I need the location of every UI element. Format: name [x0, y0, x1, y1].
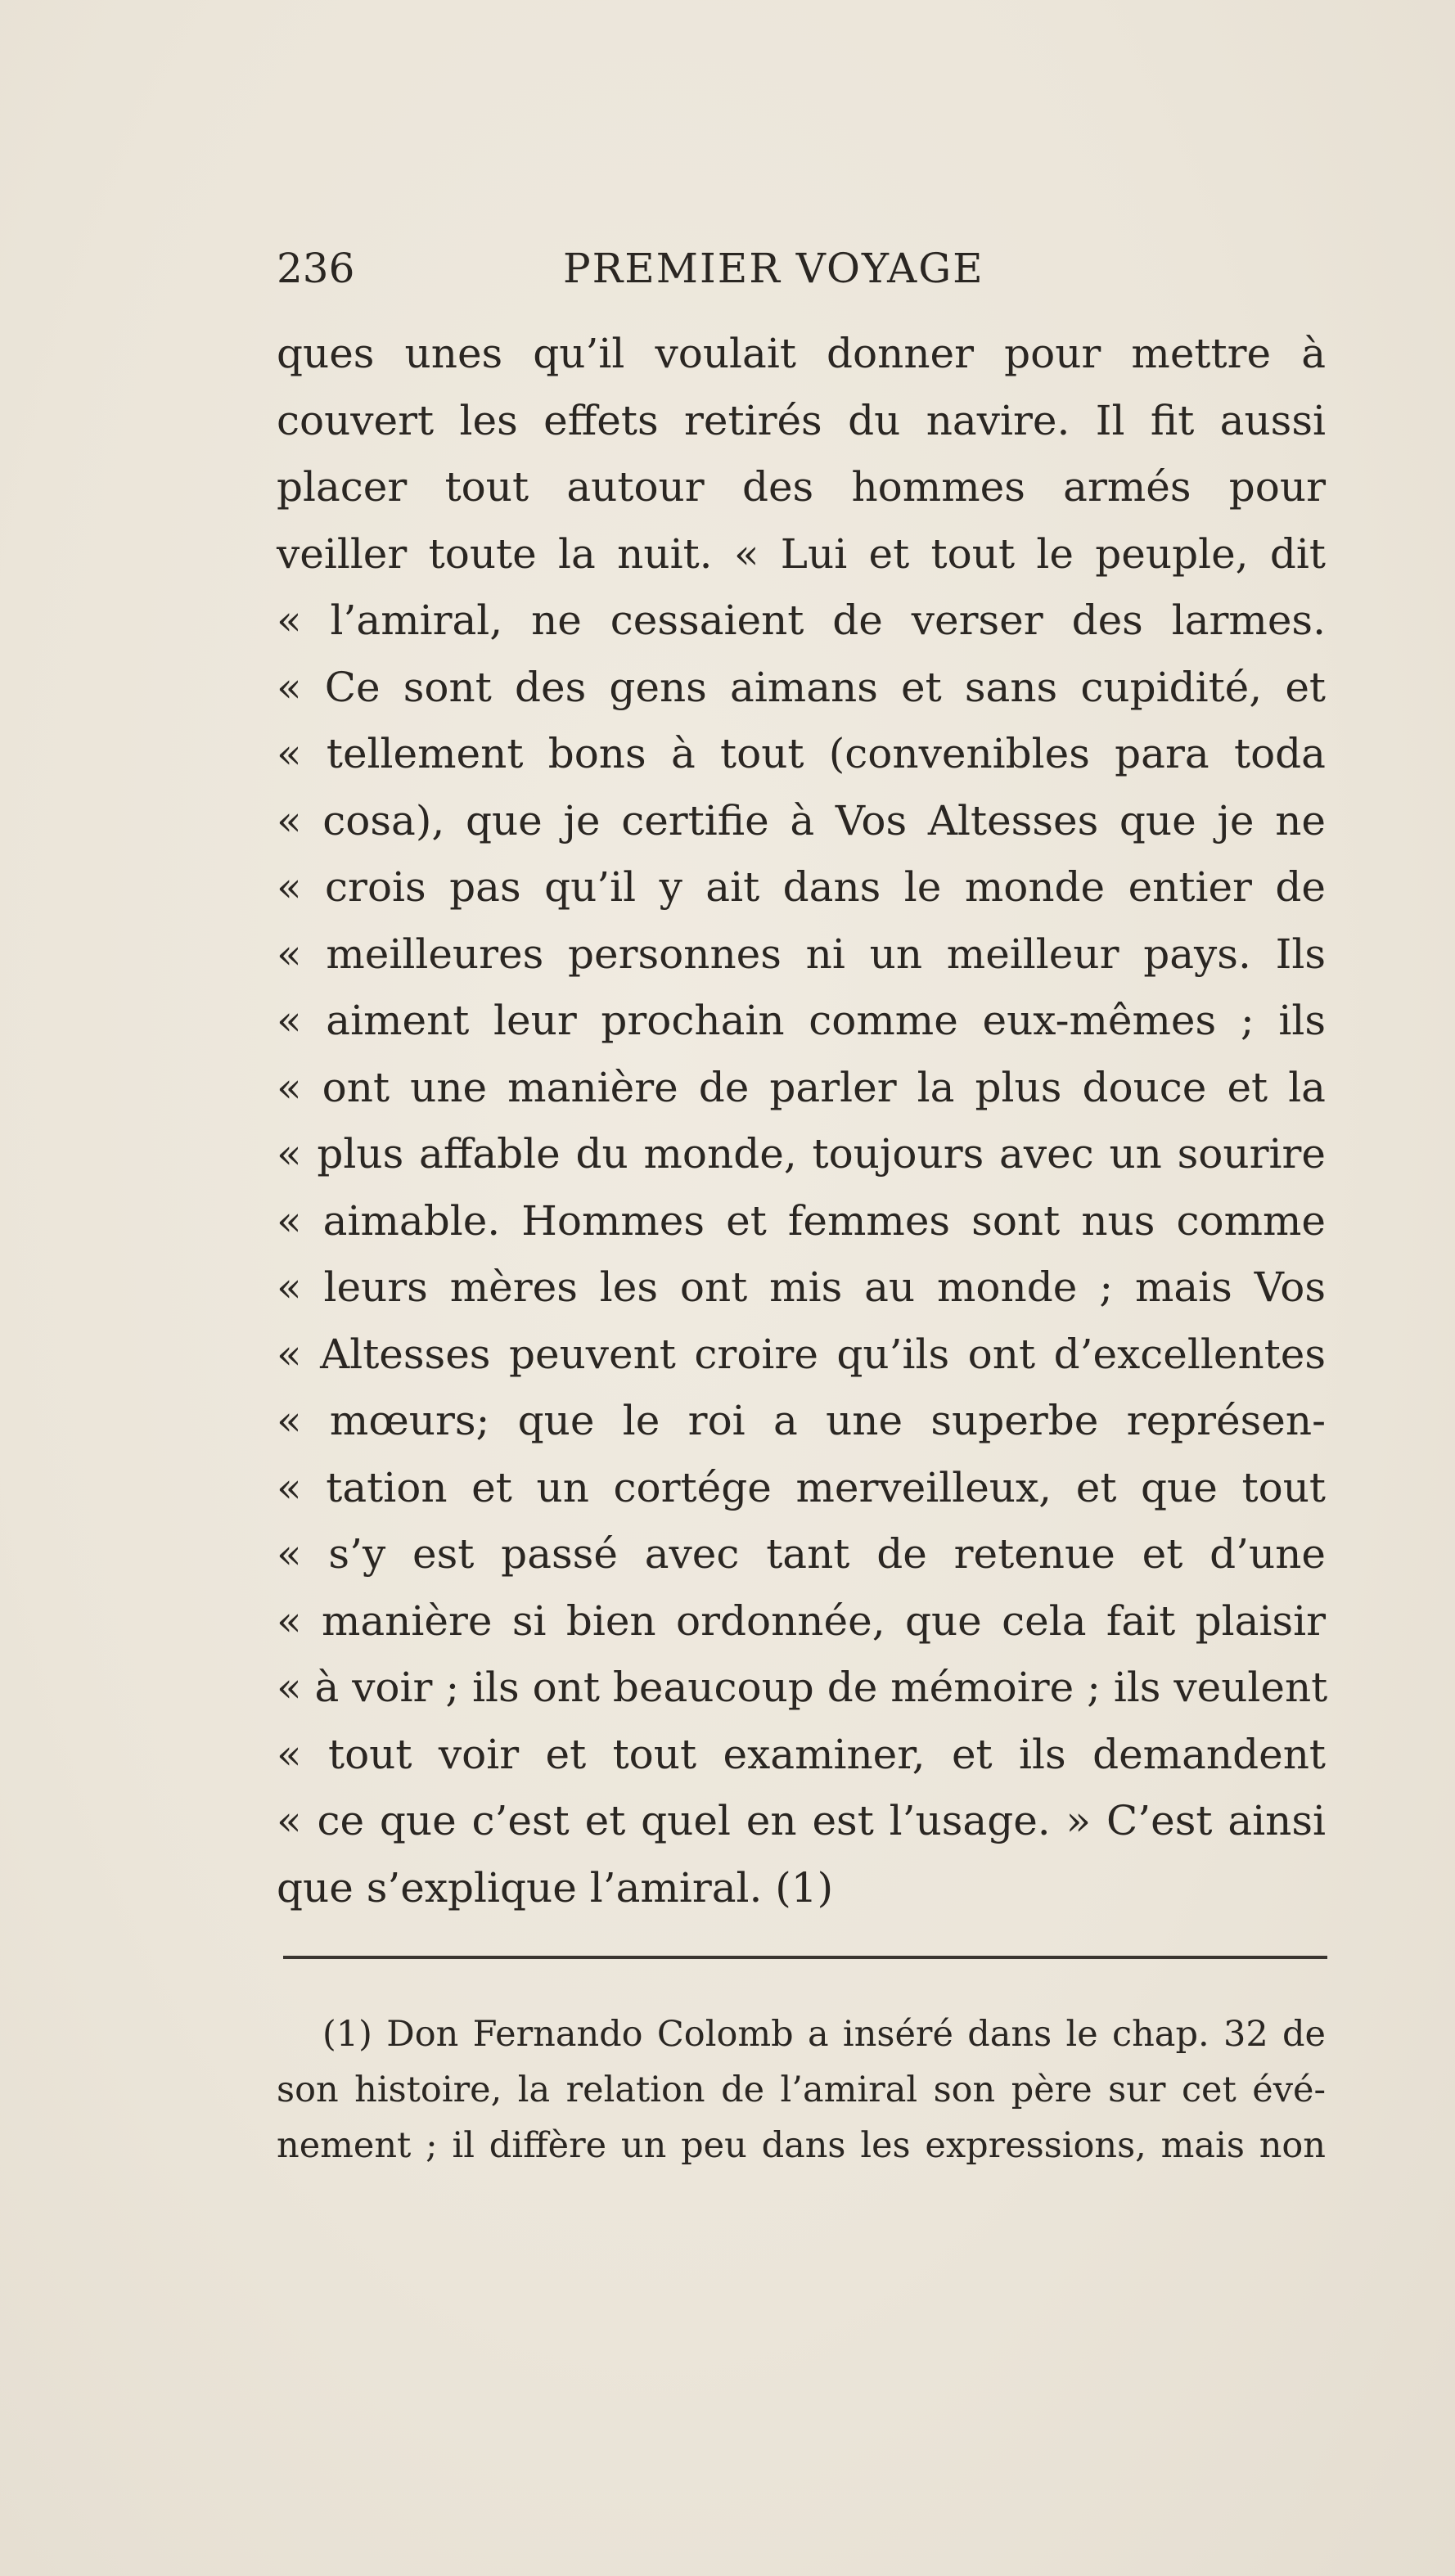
body-line: « tout voir et tout examiner, et ils demandent: [277, 1730, 1326, 1778]
body-line: « cosa), que je certifie à Vos Altesses que je ne: [277, 796, 1326, 844]
body-line: « l’amiral, ne cessaient de verser des larmes.: [277, 597, 1326, 644]
body-line: « manière si bien ordonnée, que cela fait plaisir: [277, 1596, 1326, 1645]
body-line: « Altesses peuvent croire qu’ils ont d’excellentes: [277, 1330, 1326, 1378]
body-line: couvert les effets retirés du navire. Il fit aussi: [277, 396, 1326, 444]
body-line: placer tout autour des hommes armés pour: [277, 463, 1326, 511]
body-line: « meilleures personnes ni un meilleur pays. Ils: [277, 930, 1326, 978]
body-line: « aimable. Hommes et femmes sont nus comme: [277, 1196, 1326, 1245]
body-line: « plus affable du monde, toujours avec un sourire: [277, 1130, 1326, 1178]
body-line: ques unes qu’il voulait donner pour mettre à: [277, 330, 1326, 377]
body-line: « s’y est passé avec tant de retenue et d’une: [277, 1530, 1326, 1578]
footnote: [277, 2006, 1326, 2173]
body-line: « mœurs; que le roi a une superbe représen-: [277, 1397, 1326, 1444]
body-line: « tation et un cortége merveilleux, et que tout: [277, 1463, 1326, 1511]
body-line: « ont une manière de parler la plus douce et la: [277, 1063, 1326, 1111]
body-line: « crois pas qu’il y ait dans le monde entier de: [277, 863, 1326, 911]
running-title: PREMIER VOYAGE: [563, 245, 984, 292]
body-line: que s’explique l’amiral. (1): [277, 1863, 834, 1912]
body-line: « à voir ; ils ont beaucoup de mémoire ; ils veulent: [277, 1664, 1328, 1711]
footnote-line: nement ; il diffère un peu dans les expressions, mais non: [277, 2125, 1326, 2166]
body-text: [277, 321, 1326, 1921]
body-line: « Ce sont des gens aimans et sans cupidité, et: [277, 663, 1326, 711]
body-line: veiller toute la nuit. « Lui et tout le peuple, dit: [277, 529, 1326, 578]
page-header: [277, 242, 1332, 295]
body-line: « aiment leur prochain comme eux-mêmes ; ils: [277, 997, 1326, 1044]
footnote-divider: [283, 1956, 1327, 1959]
footnote-line: son histoire, la relation de l’amiral son père sur cet évé-: [277, 2069, 1326, 2110]
body-line: « leurs mères les ont mis au monde ; mais Vos: [277, 1263, 1326, 1311]
page-number: 236: [277, 245, 355, 292]
body-line: « tellement bons à tout (convenibles para toda: [277, 730, 1326, 777]
body-line: « ce que c’est et quel en est l’usage. » C’est ainsi: [277, 1797, 1326, 1844]
footnote-line: (1) Don Fernando Colomb a inséré dans le chap. 32 de: [322, 2014, 1326, 2055]
